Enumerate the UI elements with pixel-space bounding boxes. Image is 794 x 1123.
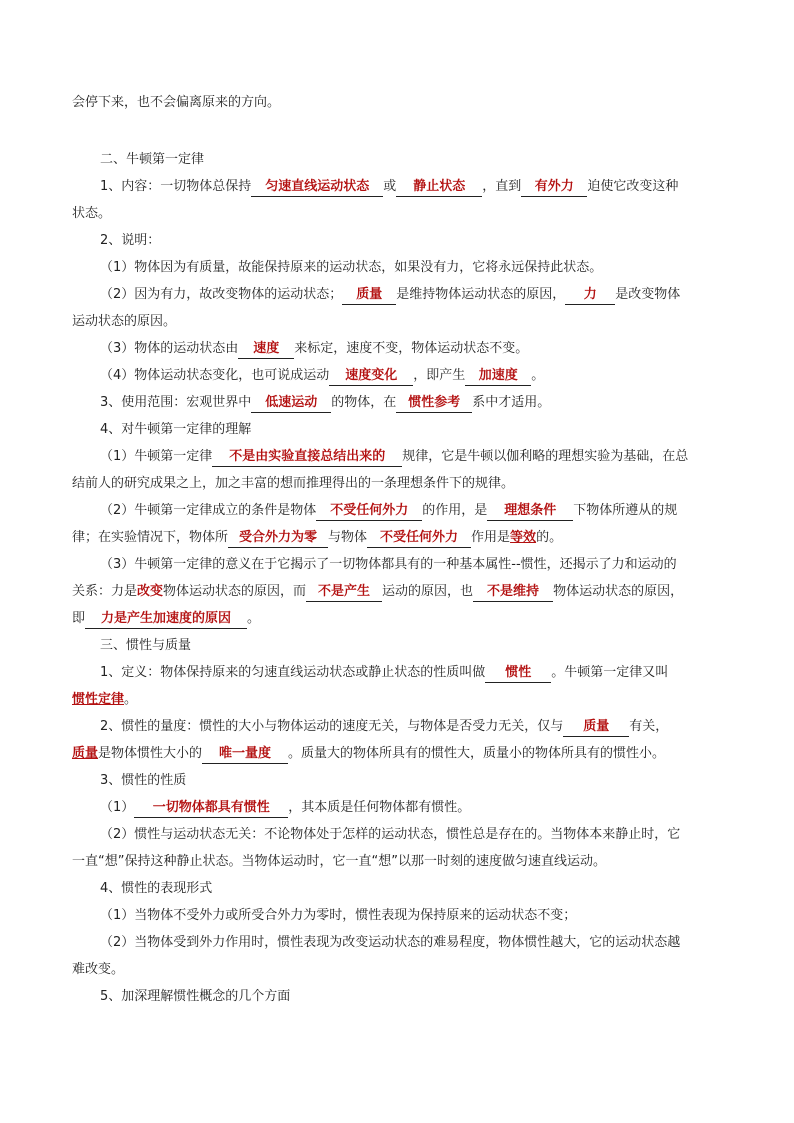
text-line: （1）牛顿第一定律 不是由实验直接总结出来的 规律，它是牛顿以伽利略的理想实验为基础，在总 xyxy=(100,448,688,467)
text-line: （3）物体的运动状态由 速度 来标定，速度不变，物体运动状态不变。 xyxy=(100,340,528,359)
text-line: （1）当物体不受外力或所受合外力为零时，惯性表现为保持原来的运动状态不变； xyxy=(100,908,577,923)
blank-answer: 有外力 xyxy=(521,178,587,197)
blank-answer: 理想条件 xyxy=(487,502,573,521)
blank-answer: 低速运动 xyxy=(251,394,331,413)
blank-answer: 一切物体都具有惯性 xyxy=(134,799,288,818)
text-line: （4）物体运动状态变化，也可说成运动 速度变化 ，即产生 加速度 。 xyxy=(100,367,544,386)
text-line: 律；在实验情况下，物体所 受合外力为零 与物体 不受任何外力 作用是等效的。 xyxy=(72,529,562,548)
blank-answer: 质量 xyxy=(342,286,396,305)
text-line: 5、加深理解惯性概念的几个方面 xyxy=(100,989,291,1004)
text-line: 结前人的研究成果之上，加之丰富的想而推理得出的一条理想条件下的规律。 xyxy=(72,476,515,491)
text-line: 3、使用范围：宏观世界中 低速运动 的物体，在 惯性参考 系中才适用。 xyxy=(100,394,550,413)
text-line: 惯性定律。 xyxy=(72,692,138,707)
section-heading: 三、惯性与质量 xyxy=(100,638,192,653)
blank-answer: 不是维持 xyxy=(473,583,553,602)
blank-answer: 惯性参考 xyxy=(396,394,472,413)
text-line: （2）因为有力，故改变物体的运动状态； 质量 是维持物体运动状态的原因， 力 是改变物体 xyxy=(100,286,680,305)
text-line: 关系：力是改变物体运动状态的原因，而 不是产生 运动的原因，也 不是维持 物体运动状态的原因， xyxy=(72,583,683,602)
text-line: 一直“想”保持这种静止状态。当物体运动时，它一直“想”以那一时刻的速度做匀速直线运动。 xyxy=(72,854,606,869)
text-line: （2）牛顿第一定律成立的条件是物体 不受任何外力 的作用，是 理想条件 下物体所遵从的规 xyxy=(100,502,677,521)
text-line: 2、说明： xyxy=(100,233,161,248)
blank-answer: 力是产生加速度的原因 xyxy=(85,610,247,629)
text-line: 4、对牛顿第一定律的理解 xyxy=(100,422,252,437)
text-line: 3、惯性的性质 xyxy=(100,773,187,788)
section-heading: 二、牛顿第一定律 xyxy=(100,152,205,167)
text-line: 状态。 xyxy=(72,206,112,221)
text-line: （2）当物体受到外力作用时，惯性表现为改变运动状态的难易程度，物体惯性越大，它的运动状态越 xyxy=(100,935,681,950)
blank-answer: 加速度 xyxy=(465,367,531,386)
blank-answer: 速度变化 xyxy=(329,367,413,386)
blank-answer: 受合外力为零 xyxy=(228,529,328,548)
blank-answer: 匀速直线运动状态 xyxy=(251,178,383,197)
text-line: 会停下来，也不会偏离原来的方向。 xyxy=(72,95,281,110)
text-line: 2、惯性的量度：惯性的大小与物体运动的速度无关，与物体是否受力无关，仅与 质量 有关， xyxy=(100,718,668,737)
text-line: 4、惯性的表现形式 xyxy=(100,881,213,896)
blank-answer: 唯一量度 xyxy=(202,745,288,764)
text-line: （2）惯性与运动状态无关：不论物体处于怎样的运动状态，惯性总是存在的。当物体本来静止时，它 xyxy=(100,827,681,842)
blank-answer: 不受任何外力 xyxy=(316,502,422,521)
blank-answer: 不受任何外力 xyxy=(367,529,471,548)
text-line: 质量是物体惯性大小的 唯一量度 。质量大的物体所具有的惯性大，质量小的物体所具有的惯性小。 xyxy=(72,745,665,764)
text-line: （1）物体因为有质量，故能保持原来的运动状态，如果没有力，它将永远保持此状态。 xyxy=(100,260,603,275)
text-line: 即 力是产生加速度的原因 。 xyxy=(72,610,260,629)
blank-answer: 质量 xyxy=(563,718,629,737)
blank-answer: 惯性 xyxy=(485,664,551,683)
text-line: 1、内容：一切物体总保持 匀速直线运动状态 或 静止状态 ，直到 有外力 迫使它改变这种 xyxy=(100,178,678,197)
text-line: 1、定义：物体保持原来的匀速直线运动状态或静止状态的性质叫做 惯性 。牛顿第一定律又叫 xyxy=(100,664,668,683)
blank-answer: 不是产生 xyxy=(306,583,382,602)
blank-answer: 速度 xyxy=(238,340,294,359)
text-line: 运动状态的原因。 xyxy=(72,314,177,329)
blank-answer: 静止状态 xyxy=(396,178,482,197)
blank-answer: 不是由实验直接总结出来的 xyxy=(212,448,402,467)
text-line: 难改变。 xyxy=(72,962,125,977)
text-line: （3）牛顿第一定律的意义在于它揭示了一切物体都具有的一种基本属性--惯性，还揭示了力和运动的 xyxy=(100,557,677,572)
text-line: （1） 一切物体都具有惯性 ，其本质是任何物体都有惯性。 xyxy=(100,799,470,818)
blank-answer: 力 xyxy=(565,286,615,305)
